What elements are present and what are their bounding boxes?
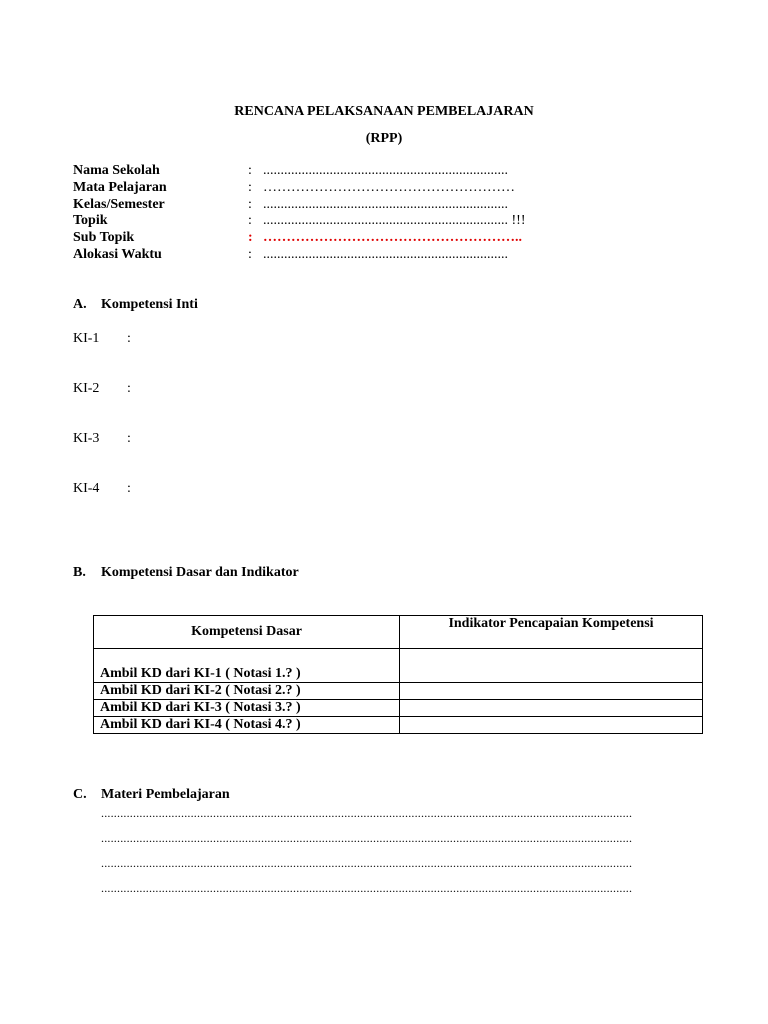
identity-colon: : xyxy=(248,230,253,246)
materi-dotted-line: ...................................................................................................................................................................... xyxy=(101,881,633,895)
table-header-kd: Kompetensi Dasar xyxy=(94,616,400,649)
identity-label: Alokasi Waktu xyxy=(73,246,162,262)
table-row xyxy=(94,717,703,734)
identity-value: ...................................................................... xyxy=(263,163,508,178)
kd-indicator-table xyxy=(93,615,703,734)
kd-cell: Ambil KD dari KI-4 ( Notasi 4.? ) xyxy=(94,717,400,734)
ki-colon: : xyxy=(127,331,131,346)
identity-label: Mata Pelajaran xyxy=(73,179,167,195)
ki-label: KI-2 xyxy=(73,381,100,396)
indicator-cell xyxy=(400,717,703,734)
identity-label: Nama Sekolah xyxy=(73,163,160,178)
ki-label: KI-1 xyxy=(73,331,100,346)
table-row xyxy=(94,649,703,683)
ki-row-4 xyxy=(73,481,131,497)
document-title: RENCANA PELAKSANAAN PEMBELAJARAN xyxy=(234,104,534,119)
indicator-cell xyxy=(400,700,703,717)
section-letter: B. xyxy=(73,565,86,580)
ki-colon: : xyxy=(127,431,131,446)
table-header-indicator: Indikator Pencapaian Kompetensi xyxy=(400,616,703,649)
section-a-heading xyxy=(73,297,198,313)
identity-label: Kelas/Semester xyxy=(73,196,165,212)
materi-dotted-line: ...................................................................................................................................................................... xyxy=(101,831,633,845)
ki-colon: : xyxy=(127,481,131,496)
identity-value: ...................................................................... xyxy=(263,246,508,262)
section-b-heading xyxy=(73,565,299,581)
identity-colon: : xyxy=(248,163,252,178)
identity-colon: : xyxy=(248,179,252,195)
ki-label: KI-4 xyxy=(73,481,100,496)
document-subtitle: (RPP) xyxy=(365,131,403,146)
section-title: Materi Pembelajaran xyxy=(101,787,230,802)
section-c-heading xyxy=(73,787,230,803)
identity-colon: : xyxy=(248,213,252,229)
materi-dotted-line: ...................................................................................................................................................................... xyxy=(101,806,633,820)
indicator-cell xyxy=(400,649,703,683)
table-row xyxy=(94,683,703,700)
ki-colon: : xyxy=(127,381,131,396)
kd-cell: Ambil KD dari KI-3 ( Notasi 3.? ) xyxy=(94,700,400,717)
identity-value: ……………………………………………… xyxy=(263,179,515,195)
identity-value: ……………………………………………….. xyxy=(263,230,522,246)
identity-label: Topik xyxy=(73,213,108,229)
materi-dotted-line: ...................................................................................................................................................................... xyxy=(101,856,633,870)
kd-cell: Ambil KD dari KI-1 ( Notasi 1.? ) xyxy=(94,649,400,683)
identity-value: ...................................................................... xyxy=(263,196,508,212)
section-letter: C. xyxy=(73,787,87,802)
ki-row-1 xyxy=(73,331,131,347)
identity-colon: : xyxy=(248,246,252,262)
indicator-cell xyxy=(400,683,703,700)
table-header-row xyxy=(94,616,703,649)
kd-cell: Ambil KD dari KI-2 ( Notasi 2.? ) xyxy=(94,683,400,700)
ki-row-2 xyxy=(73,381,131,397)
identity-label: Sub Topik xyxy=(73,230,135,246)
table-row xyxy=(94,700,703,717)
ki-row-3 xyxy=(73,431,131,447)
ki-label: KI-3 xyxy=(73,431,100,446)
section-title: Kompetensi Inti xyxy=(101,297,198,312)
section-title: Kompetensi Dasar dan Indikator xyxy=(101,565,299,580)
identity-value: ...................................................................... !!! xyxy=(263,213,526,229)
identity-colon: : xyxy=(248,196,252,212)
section-letter: A. xyxy=(73,297,87,312)
